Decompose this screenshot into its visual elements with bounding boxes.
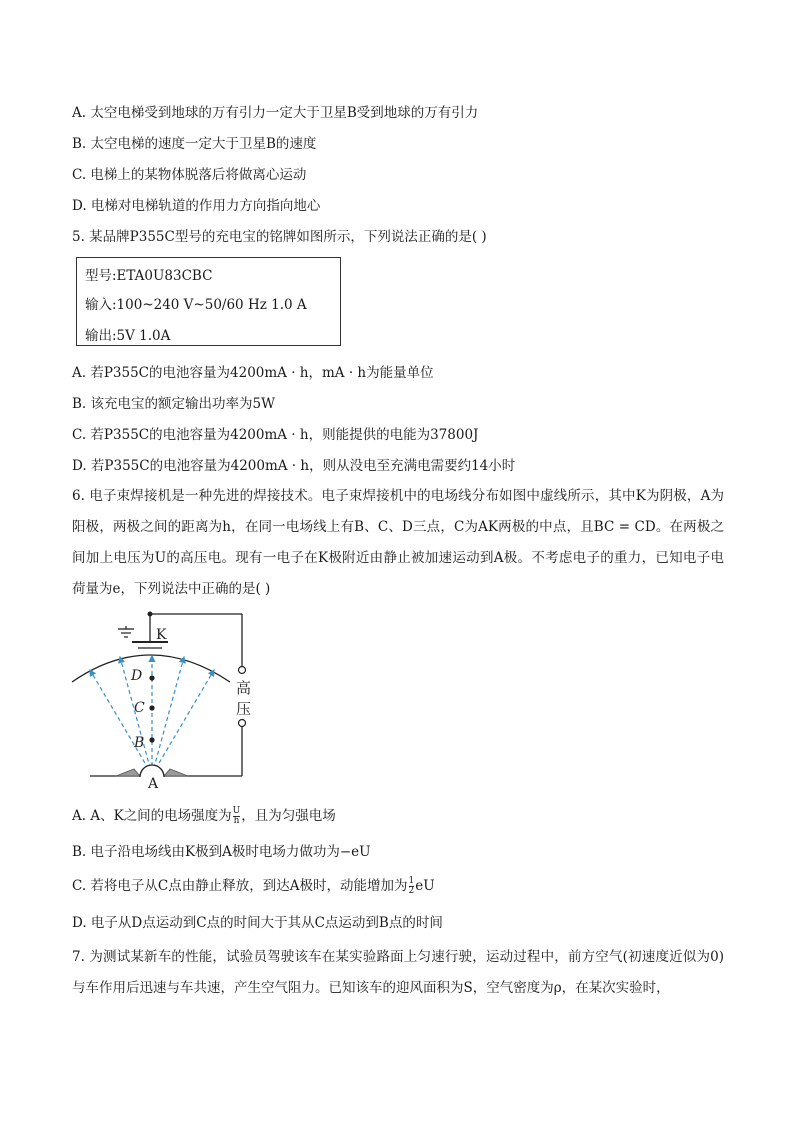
point-d-label: D	[131, 668, 143, 684]
q6-option-d: D. 电子从D点运动到C点的时间大于其从C点运动到B点的时间	[72, 915, 443, 931]
q6-option-c-text: C. 若将电子从C点由静止释放，到达A极时，动能增加为	[72, 878, 408, 894]
q6-option-c-tail: eU	[415, 878, 435, 894]
nameplate-input: 输入:100~240 V~50/60 Hz 1.0 A	[85, 297, 307, 313]
nameplate-output: 输出:5V 1.0A	[85, 328, 171, 344]
fraction-denominator: 2	[408, 886, 415, 896]
q4-option-c: C. 电梯上的某物体脱落后将做离心运动	[72, 167, 307, 183]
fraction-one-half	[409, 877, 415, 896]
q5-option-c: C. 若P355C的电池容量为4200mA · h，则能提供的电能为37800J	[72, 427, 479, 443]
q4-option-d: D. 电梯对电梯轨道的作用力方向指向地心	[72, 198, 321, 214]
q6-option-c	[72, 876, 435, 896]
q6-option-b: B. 电子沿电场线由K极到A极时电场力做功为−eU	[72, 844, 371, 860]
hv-label-2: 压	[236, 700, 252, 718]
q5-option-b: B. 该充电宝的额定输出功率为5W	[72, 396, 275, 412]
q4-option-a: A. 太空电梯受到地球的万有引力一定大于卫星B受到地球的万有引力	[72, 105, 479, 121]
q6-stem: 6. 电子束焊接机是一种先进的焊接技术。电子束焊接机中的电场线分布如图中虚线所示，其中K为阴极，A为阳极，两极之间的距离为h，在同一电场线上有B、C、D三点，C为AK两极的中点，且BC = CD。在两极之间加上电压为U的高压电。现有一电子在K极附近由静止被加速运动到A极。不考虑电子的重力，已知电子电荷量为e，下列说法中正确的是( )	[72, 488, 724, 597]
nameplate-box	[76, 257, 341, 346]
q6-option-a-text: A. A、K之间的电场强度为	[72, 808, 232, 824]
fraction-numerator: U	[232, 806, 241, 816]
q5-stem: 5. 某品牌P355C型号的充电宝的铭牌如图所示，下列说法正确的是( )	[72, 229, 487, 245]
q4-option-b: B. 太空电梯的速度一定大于卫星B的速度	[72, 136, 317, 152]
hv-label-1: 高	[236, 679, 252, 697]
q5-option-d: D. 若P355C的电池容量为4200mA · h，则从没电至充满电需要约14小时	[72, 458, 516, 474]
fraction-denominator: h	[233, 816, 240, 826]
point-b-label: B	[134, 735, 145, 751]
anode-label: A	[148, 776, 159, 791]
nameplate-model: 型号:ETA0U83CBC	[85, 268, 213, 284]
fraction-numerator: 1	[408, 876, 415, 886]
cathode-label: K	[156, 627, 167, 643]
q6-option-a-tail: ，且为匀强电场	[241, 808, 336, 824]
point-c-label: C	[134, 700, 145, 716]
q5-option-a: A. 若P355C的电池容量为4200mA · h，mA · h为能量单位	[72, 365, 434, 381]
electron-beam-diagram	[66, 606, 256, 791]
q7-stem: 7. 为测试某新车的性能，试验员驾驶该车在某实验路面上匀速行驶，运动过程中，前方空气(初速度近似为0)与车作用后迅速与车共速，产生空气阻力。已知该车的迎风面积为S，空气密度为ρ，在某次实验时，	[72, 949, 724, 996]
fraction-u-over-h	[233, 807, 241, 826]
q6-option-a	[72, 806, 336, 826]
